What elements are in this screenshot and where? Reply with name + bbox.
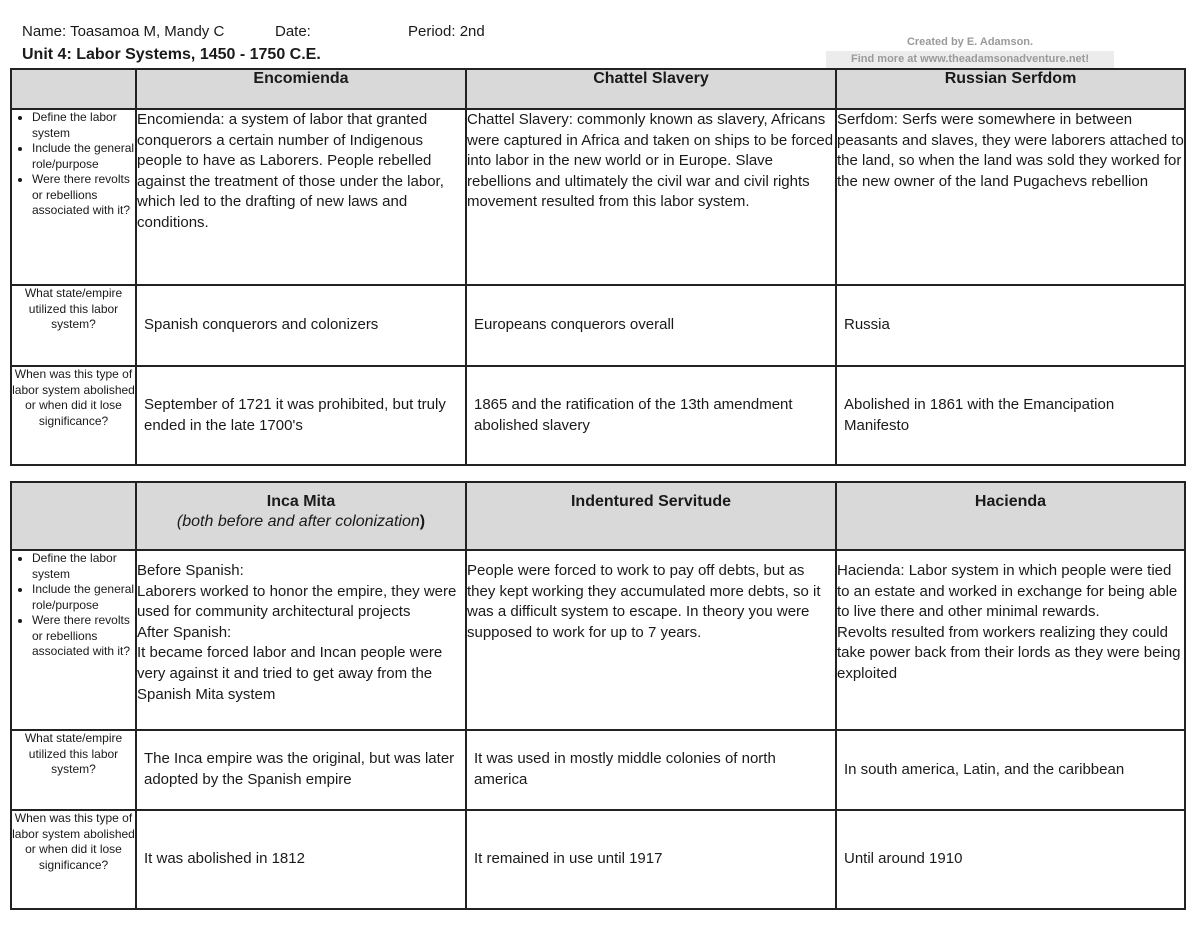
page-title: Unit 4: Labor Systems, 1450 - 1750 C.E. bbox=[22, 46, 321, 63]
cell-encomienda-state: Spanish conquerors and colonizers bbox=[136, 285, 466, 366]
cell-encomienda-define: Encomienda: a system of labor that granted conquerors a certain number of Indigenous people to have as Laborers. People rebelled against the treatment of those under the labor, which led to the drafting of new laws and conditions. bbox=[136, 109, 466, 285]
column-header-hacienda: Hacienda bbox=[836, 482, 1185, 550]
column-header-inca-mita bbox=[136, 482, 466, 550]
table-corner bbox=[11, 482, 136, 550]
row-label-abolished: When was this type of labor system abolished or when did it lose significance? bbox=[11, 366, 136, 465]
cell-inca-mita-abolished: It was abolished in 1812 bbox=[136, 810, 466, 909]
inca-mita-subtitle: (both before and after colonization) bbox=[176, 513, 426, 530]
row-label-define bbox=[11, 550, 136, 730]
cell-serfdom-define: Serfdom: Serfs were somewhere in between peasants and slaves, they were laborers attached to the land, so when the land was sold they worked for the new owner of the land Pugachevs rebellion bbox=[836, 109, 1185, 285]
label-bullet: • Were there revolts or rebellions associated with it? bbox=[32, 172, 135, 219]
label-bullet: • Define the labor system bbox=[32, 551, 135, 582]
row-label-state: What state/empire utilized this labor system? bbox=[11, 730, 136, 810]
column-header-encomienda: Encomienda bbox=[136, 69, 466, 109]
table-corner bbox=[11, 69, 136, 109]
column-header-chattel-slavery: Chattel Slavery bbox=[466, 69, 836, 109]
column-header-russian-serfdom: Russian Serfdom bbox=[836, 69, 1185, 109]
label-bullet: • Were there revolts or rebellions associated with it? bbox=[32, 613, 135, 660]
cell-indentured-abolished: It remained in use until 1917 bbox=[466, 810, 836, 909]
row-label-abolished: When was this type of labor system abolished or when did it lose significance? bbox=[11, 810, 136, 909]
cell-serfdom-abolished: Abolished in 1861 with the Emancipation Manifesto bbox=[836, 366, 1185, 465]
cell-encomienda-abolished: September of 1721 it was prohibited, but truly ended in the late 1700's bbox=[136, 366, 466, 465]
label-bullet: • Include the general role/purpose bbox=[32, 141, 135, 172]
row-label-define bbox=[11, 109, 136, 285]
label-bullet: • Include the general role/purpose bbox=[32, 582, 135, 613]
row-label-state: What state/empire utilized this labor system? bbox=[11, 285, 136, 366]
credit-author: Created by E. Adamson. bbox=[906, 36, 1034, 48]
column-header-indentured-servitude: Indentured Servitude bbox=[466, 482, 836, 550]
credit-website: Find more at www.theadamsonadventure.net! bbox=[826, 51, 1114, 68]
label-bullet: • Define the labor system bbox=[32, 110, 135, 141]
labor-table-1 bbox=[10, 68, 1186, 466]
inca-mita-title: Inca Mita bbox=[266, 493, 336, 510]
cell-hacienda-abolished: Until around 1910 bbox=[836, 810, 1185, 909]
cell-serfdom-state: Russia bbox=[836, 285, 1185, 366]
student-name: Name: Toasamoa M, Mandy C bbox=[22, 23, 225, 40]
cell-chattel-define: Chattel Slavery: commonly known as slavery, Africans were captured in Africa and taken on ships to be forced into labor in the new world or in Europe. Slave rebellions and ultimately the civil war and civil rights movement resulted from this labor system. bbox=[466, 109, 836, 285]
cell-hacienda-state: In south america, Latin, and the caribbean bbox=[836, 730, 1185, 810]
date-field: Date: bbox=[275, 23, 311, 40]
cell-chattel-abolished: 1865 and the ratification of the 13th amendment abolished slavery bbox=[466, 366, 836, 465]
cell-hacienda-define: Hacienda: Labor system in which people were tied to an estate and worked in exchange for being able to live there and other minimal rewards. Revolts resulted from workers realizing they could take power back from their lords as they were being exploited bbox=[836, 550, 1185, 730]
cell-indentured-define: People were forced to work to pay off debts, but as they kept working they accumulated more debts, so it was a difficult system to escape. In theory you were supposed to work for up to 7 years. bbox=[466, 550, 836, 730]
labor-table-2 bbox=[10, 481, 1186, 910]
cell-indentured-state: It was used in mostly middle colonies of north america bbox=[466, 730, 836, 810]
credit-watermark bbox=[826, 34, 1114, 68]
cell-chattel-state: Europeans conquerors overall bbox=[466, 285, 836, 366]
cell-inca-mita-define: Before Spanish: Laborers worked to honor the empire, they were used for community architectural projects After Spanish: It became forced labor and Incan people were very against it and tried to get away from the Spanish Mita system bbox=[136, 550, 466, 730]
period-field: Period: 2nd bbox=[408, 23, 485, 40]
cell-inca-mita-state: The Inca empire was the original, but was later adopted by the Spanish empire bbox=[136, 730, 466, 810]
